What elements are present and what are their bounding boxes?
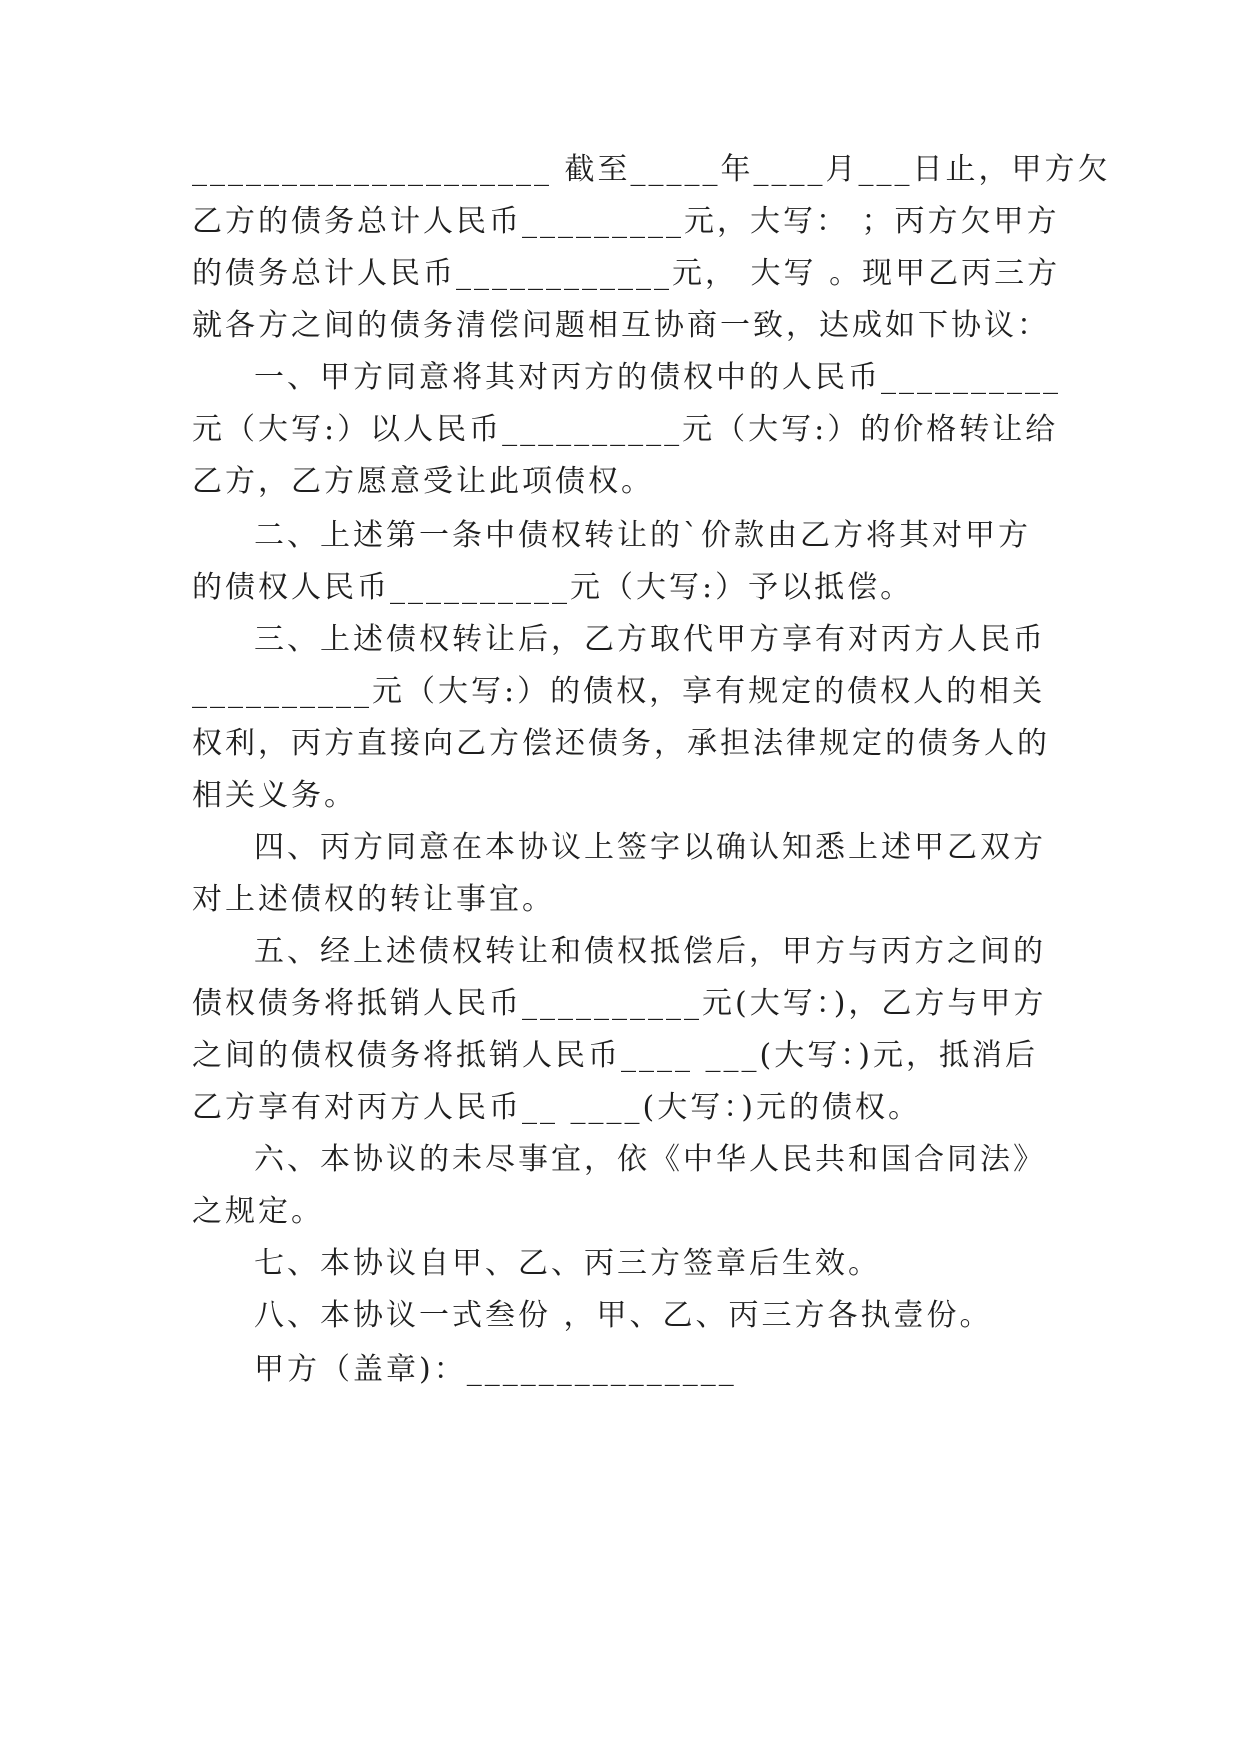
clause-4-line-1: 四、丙方同意在本协议上签字以确认知悉上述甲乙双方: [254, 830, 1046, 865]
clause-6-line-1: 六、本协议的未尽事宜，依《中华人民共和国合同法》: [254, 1142, 1046, 1177]
clause-1-line-3: 乙方，乙方愿意受让此项债权。: [192, 464, 654, 499]
clause-5-line-2: 债权债务将抵销人民币__________元(大写：)，乙方与甲方: [192, 986, 1047, 1021]
text-line-3: 的债务总计人民币____________元， 大写 。现甲乙丙三方: [192, 256, 1061, 291]
text-line-2: 乙方的债务总计人民币_________元，大写： ；丙方欠甲方: [192, 204, 1060, 239]
clause-5-line-1: 五、经上述债权转让和债权抵偿后，甲方与丙方之间的: [254, 934, 1046, 969]
clause-1-line-1: 一、甲方同意将其对丙方的债权中的人民币__________: [254, 360, 1061, 395]
clause-2-line-1: 二、上述第一条中债权转让的`价款由乙方将其对甲方: [254, 518, 1031, 553]
clause-1-line-2: 元（大写:）以人民币__________元（大写:）的价格转让给: [192, 412, 1059, 447]
clause-3-line-2: __________元（大写:）的债权，享有规定的债权人的相关: [192, 674, 1046, 709]
clause-7-line: 七、本协议自甲、乙、丙三方签章后生效。: [254, 1246, 881, 1281]
text-line-4: 就各方之间的债务清偿问题相互协商一致，达成如下协议：: [192, 308, 1050, 343]
clause-8-line: 八、本协议一式叁份 ，甲、乙、丙三方各执壹份。: [254, 1298, 993, 1333]
text-line-1: ____________________ 截至_____年____月___日止，甲方欠: [192, 152, 1111, 187]
party-a-seal-line: 甲方（盖章)：_______________: [254, 1352, 737, 1387]
clause-5-line-3: 之间的债权债务将抵销人民币____ ___(大写：)元，抵消后: [192, 1038, 1038, 1073]
clause-3-line-4: 相关义务。: [192, 778, 357, 813]
clause-3-line-1: 三、上述债权转让后，乙方取代甲方享有对丙方人民币: [254, 622, 1046, 657]
clause-6-line-2: 之规定。: [192, 1194, 324, 1229]
clause-4-line-2: 对上述债权的转让事宜。: [192, 882, 555, 917]
clause-2-line-2: 的债权人民币__________元（大写:）予以抵偿。: [192, 570, 914, 605]
clause-5-line-4: 乙方享有对丙方人民币__ ____(大写：)元的债权。: [192, 1090, 921, 1125]
clause-3-line-3: 权利，丙方直接向乙方偿还债务，承担法律规定的债务人的: [192, 726, 1050, 761]
